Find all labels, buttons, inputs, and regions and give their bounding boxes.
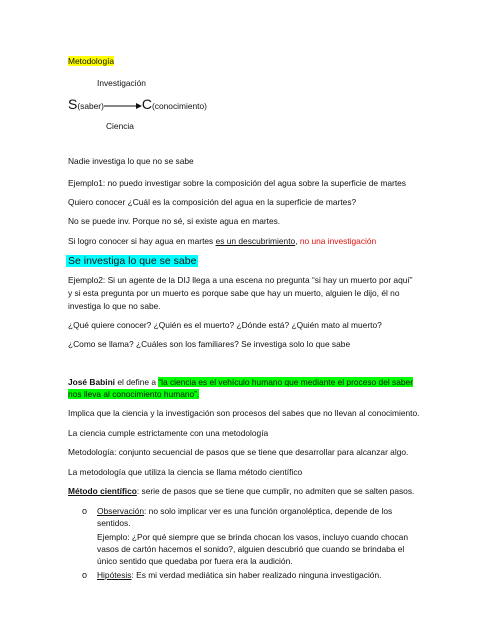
text-span: : no solo implicar ver es una función organoléptica, depende de los bbox=[144, 506, 393, 516]
underlined-phrase: es un descubrimiento bbox=[215, 236, 296, 246]
text-line: vasos de cartón hacemos el sonido?, alguien descubrió que cuando se brindaba el bbox=[97, 544, 405, 554]
author-name: José Babini bbox=[68, 377, 116, 387]
text-line: No se puede inv. Porque no sé, si existe agua en martes. bbox=[68, 216, 281, 226]
text-span: el define a bbox=[115, 377, 159, 387]
text-span: Si logro conocer si hay agua en martes bbox=[68, 236, 216, 246]
text-line: Ejemplo1: no puedo investigar sobre la composición del agua sobre la superficie de martes bbox=[68, 178, 406, 188]
term: Observación bbox=[97, 506, 145, 516]
term: Hipótesis bbox=[97, 570, 132, 580]
section-heading-highlight: Se investiga lo que se sabe bbox=[68, 255, 197, 267]
text-line: único sentido que quedaba por fuera era la audición. bbox=[97, 556, 293, 566]
diagram-row bbox=[68, 96, 207, 114]
diagram-bottom-label: Ciencia bbox=[106, 121, 134, 131]
bullet-hipotesis bbox=[97, 570, 381, 581]
text-line: La metodología que utiliza la ciencia se llama método científico bbox=[68, 467, 303, 477]
text-line bbox=[68, 486, 414, 497]
text-line bbox=[68, 236, 376, 247]
text-line: Nadie investiga lo que no se sabe bbox=[68, 156, 194, 166]
text-span: , bbox=[295, 236, 300, 246]
bullet-marker: o bbox=[82, 570, 88, 580]
diagram-c-letter: C bbox=[141, 96, 152, 112]
title-highlight: Metodología bbox=[68, 56, 115, 66]
text-line: Ejemplo2: Si un agente de la DIJ llega a una escena no pregunta “si hay un muerto por aquí” bbox=[68, 275, 413, 285]
text-line: La ciencia cumple estrictamente con una metodología bbox=[68, 428, 269, 438]
term: Método científico bbox=[68, 486, 137, 496]
text-line: y si esta pregunta por un muerto es porque sabe que hay un muerto, alguien le dijo, él no bbox=[68, 288, 400, 298]
text-line: Quiero conocer ¿Cuál es la composición del agua en la superficie de martes? bbox=[68, 197, 357, 207]
page-title bbox=[68, 56, 114, 67]
quote-highlight: nos lleva al conocimiento humano”. bbox=[68, 389, 200, 399]
text-line: sentidos. bbox=[97, 518, 131, 528]
text-span: : Es mi verdad mediática sin haber realizado ninguna investigación. bbox=[131, 570, 382, 580]
text-line: Ejemplo: ¿Por qué siempre que se brinda chocan los vasos, incluyo cuando chocan bbox=[97, 532, 408, 542]
quote-highlight: “la ciencia es el vehículo humano que mediante el proceso del saber bbox=[158, 377, 413, 387]
diagram-conocimiento-label: (conocimiento) bbox=[152, 101, 207, 111]
arrow-right-icon bbox=[104, 102, 142, 110]
text-line: investiga lo que no sabe. bbox=[68, 301, 161, 311]
diagram-saber-label: (saber) bbox=[77, 101, 104, 111]
text-line: ¿Como se llama? ¿Cuáles son los familiares? Se investiga solo lo que sabe bbox=[68, 339, 351, 349]
bullet-observacion bbox=[97, 506, 392, 517]
text-line: Metodología: conjunto secuencial de pasos que se tiene que desarrollar para alcanzar algo. bbox=[68, 447, 409, 457]
babini-line-2 bbox=[68, 389, 199, 400]
babini-line bbox=[68, 377, 413, 388]
section-heading bbox=[66, 254, 198, 268]
text-line: Implica que la ciencia y la investigación son procesos del sabes que no llevan al conocimiento. bbox=[68, 408, 420, 418]
diagram-s-letter: S bbox=[68, 96, 78, 112]
diagram-top-label: Investigación bbox=[97, 78, 146, 88]
text-span: : serie de pasos que se tiene que cumplir, no admiten que se salten pasos. bbox=[136, 486, 415, 496]
text-line: ¿Qué quiere conocer? ¿Quién es el muerto? ¿Dónde está? ¿Quién mato al muerto? bbox=[68, 320, 382, 330]
bullet-marker: o bbox=[82, 506, 88, 516]
red-phrase: no una investigación bbox=[299, 236, 377, 246]
